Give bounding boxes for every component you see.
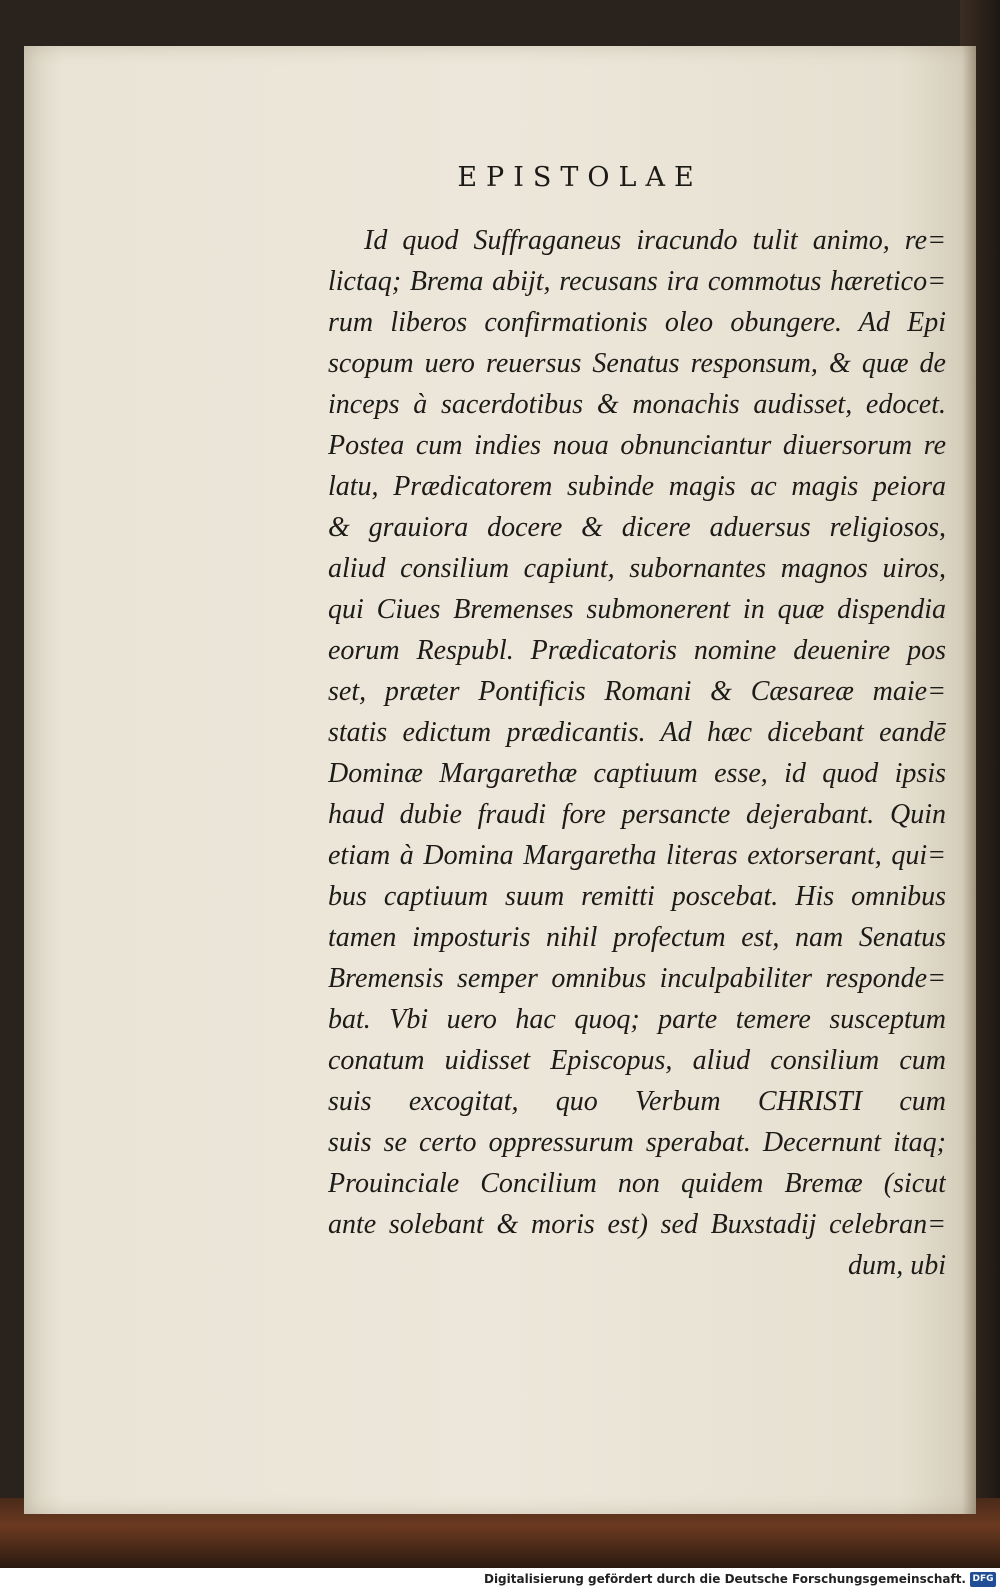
catchword-line: dum, ubi: [848, 1250, 946, 1281]
funding-credit: Digitalisierung gefördert durch die Deutsche Forschungsgemeinschaft.: [483, 1572, 966, 1586]
text-line: Dominæ Margarethæ captiuum esse, id quod ipsis: [328, 758, 946, 789]
text-line: Prouinciale Concilium non quidem Bremæ (sicut: [328, 1168, 946, 1199]
text-line: ante solebant & moris est) sed Buxstadij celebran=: [328, 1209, 946, 1240]
text-line: statis edictum prædicantis. Ad hæc dicebant eandē: [328, 717, 946, 748]
text-line: conatum uidisset Episcopus, aliud consilium cum: [328, 1045, 946, 1076]
text-line: scopum uero reuersus Senatus responsum, & quæ de: [328, 348, 946, 379]
text-line: bat. Vbi uero hac quoq; parte temere susceptum: [328, 1004, 946, 1035]
text-line: etiam à Domina Margaretha literas extorserant, qui=: [328, 840, 946, 871]
text-line: lictaq; Brema abijt, recusans ira commotus hæretico=: [328, 266, 946, 297]
text-line: inceps à sacerdotibus & monachis audisset, edocet.: [328, 389, 946, 420]
text-line: qui Ciues Bremenses submonerent in quæ dispendia: [328, 594, 946, 625]
text-line: bus captiuum suum remitti poscebat. His omnibus: [328, 881, 946, 912]
body-text: [328, 220, 946, 1286]
text-line: suis se certo oppressurum sperabat. Decernunt itaq;: [328, 1127, 946, 1158]
text-line: rum liberos confirmationis oleo obungere. Ad Epi: [328, 307, 946, 338]
running-head: EPISTOLAE: [457, 162, 703, 193]
text-line: eorum Respubl. Prædicatoris nomine deuenire pos: [328, 635, 946, 666]
text-line: aliud consilium capiunt, subornantes magnos uiros,: [328, 553, 946, 584]
text-line: Id quod Suffraganeus iracundo tulit animo, re=: [364, 225, 946, 256]
text-line: latu, Prædicatorem subinde magis ac magis peiora: [328, 471, 946, 502]
text-line: haud dubie fraudi fore persancte dejerabant. Quin: [328, 799, 946, 830]
digitization-footer: [0, 1568, 1000, 1592]
book-page: [24, 46, 976, 1514]
text-line: tamen imposturis nihil profectum est, nam Senatus: [328, 922, 946, 953]
text-line: Bremensis semper omnibus inculpabiliter responde=: [328, 963, 946, 994]
text-line: suis excogitat, quo Verbum CHRISTI cum: [328, 1086, 946, 1117]
text-line: set, præter Pontificis Romani & Cæsareæ maie=: [328, 676, 946, 707]
page-shadow: [962, 46, 976, 1514]
text-line: & grauiora docere & dicere aduersus religiosos,: [328, 512, 946, 543]
dfg-logo-icon: DFG: [970, 1572, 996, 1587]
text-line: Postea cum indies noua obnunciantur diuersorum re: [328, 430, 946, 461]
